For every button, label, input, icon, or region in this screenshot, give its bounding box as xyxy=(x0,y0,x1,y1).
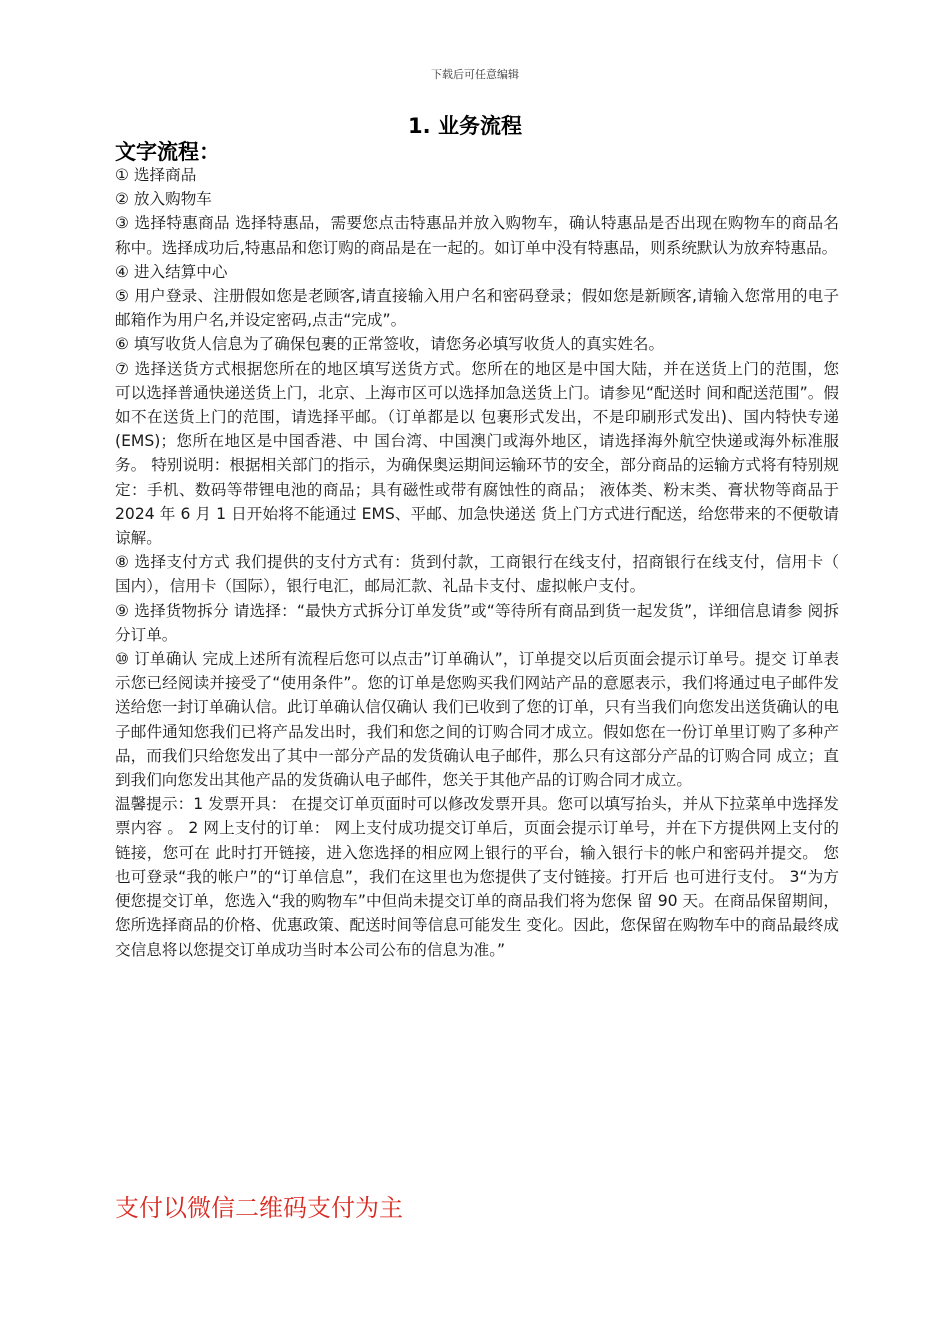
document-title: 1. 业务流程 xyxy=(408,114,522,138)
step-7: ⑦ 选择送货方式根据您所在的地区填写送货方式。您所在的地区是中国大陆，并在送货上门的范围，您 可以选择普通快递送货上门，北京、上海市区可以选择加急送货上门。请参见“配送时 间和配送范围”。假如不在送货上门的范围，请选择平邮。（订单都是以 包裹形式发出，不是印刷形式发出)、国内特快专递(EMS)；您所在地区是中国香港、中 国台湾、中国澳门或海外地区，请选择海外航空快递或海外标准服务。 特别说明：根据相关部门的指示，为确保奥运期间运输环节的安全，部分商品的运输方式将有特别规定：手机、数码等带锂电池的商品；具有磁性或带有腐蚀性的商品； 液体类、粉末类、膏状物等商品于 2024 年 6 月 1 日开始将不能通过 EMS、平邮、加急快递送 货上门方式进行配送，给您带来的不便敬请谅解。 xyxy=(115,359,839,548)
body-text xyxy=(115,163,839,962)
step-8: ⑧ 选择支付方式 我们提供的支付方式有：货到付款，工商银行在线支付，招商银行在线支付，信用卡（ 国内），信用卡（国际），银行电汇，邮局汇款、礼品卡支付、虚拟帐户支付。 xyxy=(115,553,839,596)
section-heading: 文字流程： xyxy=(115,140,220,164)
step-9: ⑨ 选择货物拆分 请选择：“最快方式拆分订单发货”或“等待所有商品到货一起发货”，详细信息请参 阅拆分订单。 xyxy=(115,601,839,644)
step-5: ⑤ 用户登录、注册假如您是老顾客,请直接输入用户名和密码登录；假如您是新顾客,请输入您常用的电子 邮箱作为用户名,并设定密码,点击“完成”。 xyxy=(115,287,839,330)
step-10: ⑩ 订单确认 完成上述所有流程后您可以点击”订单确认”，订单提交以后页面会提示订单号。提交 订单表示您已经阅读并接受了“使用条件”。您的订单是您购买我们网站产品的意愿表示，我们将通过电子邮件发送给您一封订单确认信。此订单确认信仅确认 我们已收到了您的订单，只有当我们向您发出送货确认的电子邮件通知您我们已将产品发出时，我们和您之间的订购合同才成立。假如您在一份订单里订购了多种产品，而我们只给您发出了其中一部分产品的发货确认电子邮件，那么只有这部分产品的订购合同 成立；直到我们向您发出其他产品的发货确认电子邮件，您关于其他产品的订购合同才成立。 xyxy=(115,650,839,790)
page-header-note: 下载后可任意编辑 xyxy=(431,68,519,81)
step-4: ④ 进入结算中心 xyxy=(115,262,228,281)
closing-note: 支付以微信二维码支付为主 xyxy=(115,1194,403,1222)
step-3: ③ 选择特惠商品 选择特惠品，需要您点击特惠品并放入购物车，确认特惠品是否出现在购物车的商品名 称中。选择成功后,特惠品和您订购的商品是在一起的。如订单中没有特惠品，则系统默认为放弃特惠品。 xyxy=(115,214,839,257)
step-2: ② 放入购物车 xyxy=(115,190,212,209)
step-6: ⑥ 填写收货人信息为了确保包裹的正常签收，请您务必填写收货人的真实姓名。 xyxy=(115,335,665,354)
tips-paragraph: 温馨提示：1 发票开具： 在提交订单页面时可以修改发票开具。您可以填写抬头，并从下拉菜单中选择发票内容 。 2 网上支付的订单： 网上支付成功提交订单后，页面会提示订单号，并在下方提供网上支付的链接，您可在 此时打开链接，进入您选择的相应网上银行的平台，输入银行卡的帐户和密码并提交。 您也可登录“我的帐户”的“订单信息”，我们在这里也为您提供了支付链接。打开后 也可进行支付。 3“为方便您提交订单，您选入“我的购物车”中但尚未提交订单的商品我们将为您保 留 90 天。在商品保留期间，您所选择商品的价格、优惠政策、配送时间等信息可能发生 变化。因此，您保留在购物车中的商品最终成交信息将以您提交订单成功当时本公司公布的信息为准。” xyxy=(115,795,839,959)
step-1: ① 选择商品 xyxy=(115,166,197,184)
